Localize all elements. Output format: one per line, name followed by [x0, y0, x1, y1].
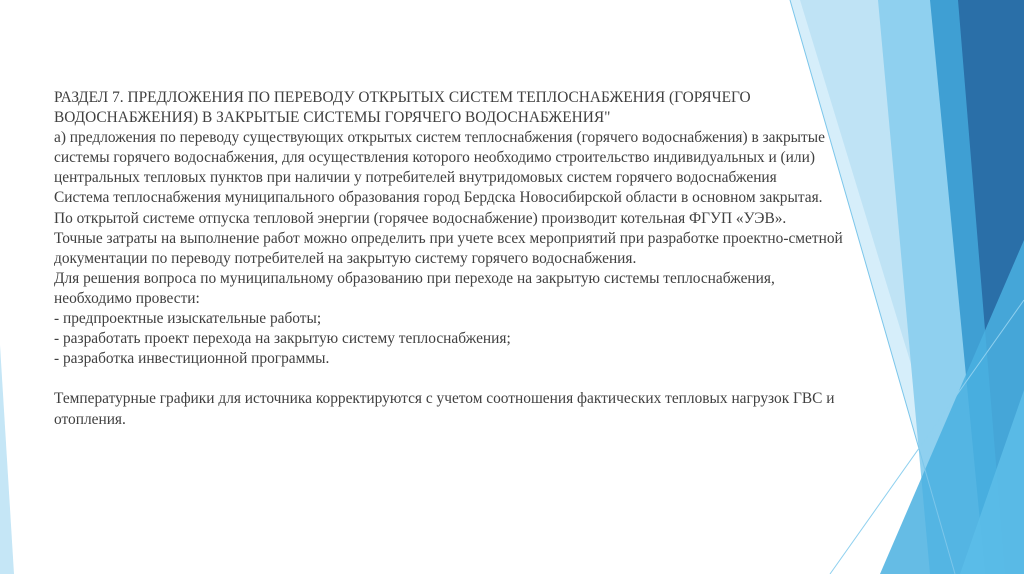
solution-line-2: необходимо провести:	[54, 289, 200, 307]
temperature-line-2: отопления.	[54, 410, 126, 428]
paragraph-a-line-1: а) предложения по переводу существующих открытых систем теплоснабжения (горячего водоснабжения) в закрытые	[54, 129, 825, 147]
paragraph-a-line-2: системы горячего водоснабжения, для осуществления которого необходимо строительство индивидуальных и (или)	[54, 149, 815, 167]
left-edge-shape	[0, 345, 14, 574]
section-heading-line-1: РАЗДЕЛ 7. ПРЕДЛОЖЕНИЯ ПО ПЕРЕВОДУ ОТКРЫТЫХ СИСТЕМ ТЕПЛОСНАБЖЕНИЯ (ГОРЯЧЕГО	[54, 89, 751, 106]
solution-line-1: Для решения вопроса по муниципальному образованию при переходе на закрытую системы теплоснабжения,	[54, 269, 775, 287]
measure-item: - разработка инвестиционной программы.	[54, 350, 330, 368]
measure-item: - предпроектные изыскательные работы;	[54, 310, 322, 328]
temperature-line-1: Температурные графики для источника корректируются с учетом соотношения фактических тепловых нагрузок ГВС и	[54, 390, 835, 408]
section-heading-line-2: ВОДОСНАБЖЕНИЯ) В ЗАКРЫТЫЕ СИСТЕМЫ ГОРЯЧЕГО ВОДОСНАБЖЕНИЯ"	[54, 109, 611, 127]
slide-content	[54, 88, 924, 430]
system-text: Система теплоснабжения муниципального образования город Бердска Новосибирской области в основном закрытая.	[54, 189, 823, 207]
costs-line-2: документации по переводу потребителей на закрытую систему горячего водоснабжения.	[54, 249, 637, 267]
paragraph-a-line-3: центральных тепловых пунктов при наличии у потребителей внутридомовых систем горячего водоснабжения	[54, 169, 777, 187]
open-system-text: По открытой системе отпуска тепловой энергии (горячее водоснабжение) производит котельная ФГУП «УЭВ».	[54, 209, 787, 227]
measure-item: - разработать проект перехода на закрытую систему теплоснабжения;	[54, 330, 511, 348]
costs-line-1: Точные затраты на выполнение работ можно определить при учете всех мероприятий при разработке проектно-сметной	[54, 229, 843, 247]
paragraph-spacer	[54, 369, 924, 389]
